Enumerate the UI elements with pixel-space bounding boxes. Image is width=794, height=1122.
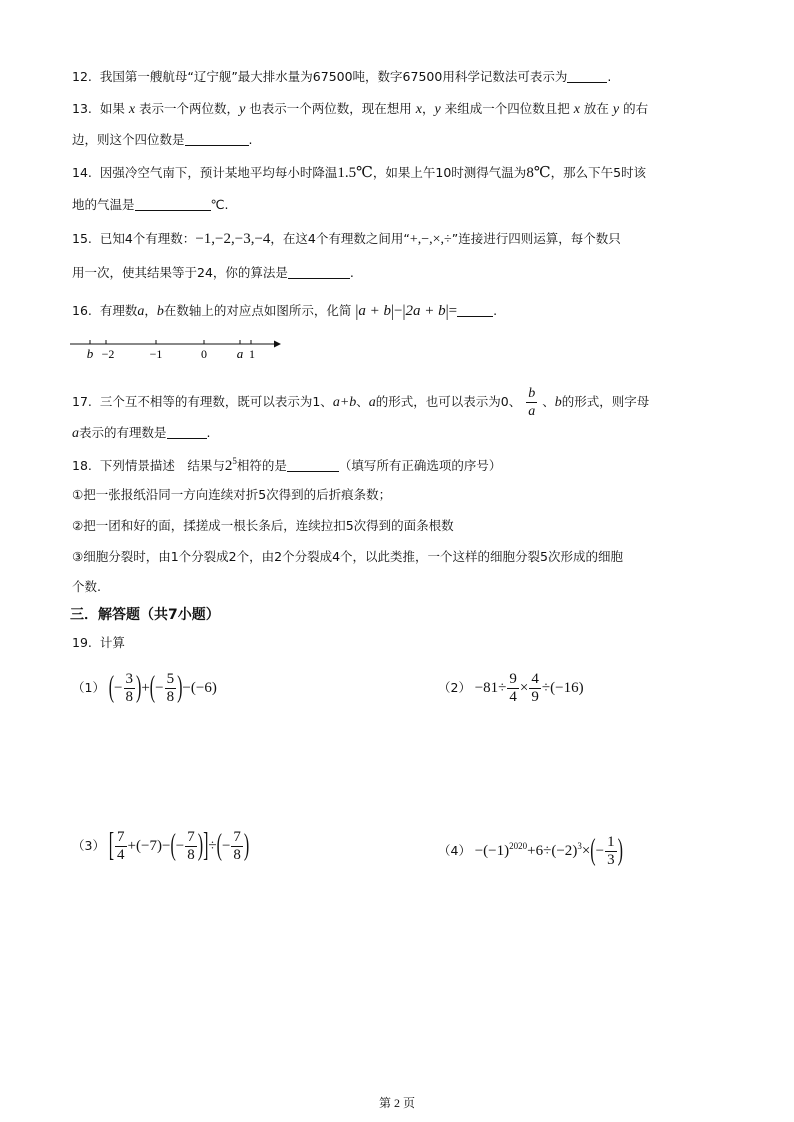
- problem-19-3: （3） [ $\frac{7}{4}$ +(−7)−(− $\frac{7}{8}$ )]÷(− $\frac{7}{8}$ ): [72, 827, 250, 864]
- exponent: 3: [577, 841, 582, 851]
- text: 、: [542, 394, 555, 409]
- sign: −: [474, 843, 484, 859]
- answer-blank[interactable]: [288, 264, 350, 279]
- question-number: 13.: [72, 101, 92, 116]
- answer-blank[interactable]: [135, 196, 211, 211]
- question-title: 计算: [99, 635, 125, 650]
- sign: −: [155, 680, 164, 696]
- var-x: x: [128, 102, 136, 117]
- text: ，: [144, 303, 157, 318]
- expr: −81÷: [474, 680, 507, 696]
- operator: −: [394, 303, 403, 319]
- base: −2: [556, 843, 573, 859]
- text: ，那么下午5时该: [550, 165, 647, 180]
- question-15: [72, 230, 621, 249]
- answer-blank[interactable]: [185, 131, 249, 146]
- question-12: [72, 68, 611, 86]
- text: 边，则这个四位数是: [72, 132, 185, 147]
- numerator: 9: [509, 671, 517, 688]
- text: 、: [356, 394, 369, 409]
- value: −16: [555, 680, 579, 696]
- operator: +: [141, 680, 150, 696]
- label-a: a: [236, 346, 244, 361]
- var-y: y: [434, 102, 441, 117]
- text: 有理数: [99, 303, 138, 318]
- axis-arrow: [274, 341, 281, 348]
- label-1: 1: [249, 347, 255, 361]
- question-text: 我国第一艘航母“辽宁舰”最大排水量为67500吨，数字67500用科学记数法可表示为: [99, 69, 568, 84]
- number-list: −1,−2,−3,−4: [195, 231, 271, 247]
- numerator: b: [528, 386, 536, 401]
- text: ，: [421, 101, 435, 116]
- denominator: 4: [509, 689, 517, 706]
- sign: −: [595, 843, 605, 859]
- question-17-line2: [72, 424, 211, 443]
- answer-blank[interactable]: [287, 457, 339, 472]
- temperature-value: 1.5℃: [337, 165, 373, 181]
- question-number: 17.: [72, 394, 92, 409]
- text: 的形式，则字母: [561, 394, 650, 409]
- question-number: 19.: [72, 635, 92, 650]
- text: ，如果上午10时测得气温为: [372, 165, 527, 180]
- numerator: 3: [125, 671, 133, 688]
- period: .: [349, 265, 354, 280]
- option-3-line2: 个数.: [72, 579, 101, 594]
- denominator: 8: [125, 689, 133, 706]
- exponent: 2020: [509, 841, 528, 851]
- operator: −: [182, 680, 191, 696]
- period: .: [248, 132, 253, 147]
- var-a: a: [137, 304, 145, 319]
- question-number: 12.: [72, 69, 92, 84]
- exponent: 5: [232, 456, 237, 466]
- var-b: b: [554, 395, 562, 410]
- expr: a + b: [358, 303, 392, 319]
- fraction-b-over-a: [526, 385, 537, 420]
- question-18: [72, 452, 501, 475]
- answer-blank[interactable]: [167, 424, 207, 439]
- sign: −: [221, 838, 231, 854]
- text: 表示的有理数是: [79, 425, 167, 440]
- option-3: ③细胞分裂时，由1个分裂成2个，由2个分裂成4个，以此类推，一个这样的细胞分裂5次形成的细胞: [72, 549, 623, 564]
- text: 三个互不相等的有理数，既可以表示为1、: [99, 394, 333, 409]
- sign: −: [114, 680, 123, 696]
- part-label: （1）: [72, 680, 105, 695]
- question-number: 15.: [72, 231, 92, 246]
- part-label: （2）: [438, 680, 471, 695]
- var-y: y: [239, 102, 246, 117]
- denominator: 3: [607, 852, 615, 869]
- label-neg2: −2: [101, 347, 115, 361]
- numerator: 4: [531, 671, 539, 688]
- text: 下列情景描述 结果与: [99, 458, 225, 473]
- denominator: 9: [531, 689, 539, 706]
- text: 因强冷空气南下，预计某地平均每小时降温: [99, 165, 338, 180]
- expr: 2a + b: [405, 303, 446, 319]
- page-number: 第 2 页: [378, 1096, 415, 1110]
- problem-19-4: $(4) -(-1)^{2020}+6\div(-2)^3\times(-$ $\frac{1}{3}$ ): [438, 834, 623, 869]
- option-1: ①把一张报纸沿同一方向连续对折5次得到的后折痕条数；: [72, 487, 392, 502]
- numerator: 5: [166, 671, 175, 688]
- text: 表示一个两位数，: [139, 101, 240, 116]
- power-expression: [225, 458, 237, 474]
- question-13: [72, 100, 648, 119]
- expr: +6÷: [527, 843, 552, 859]
- value: −6: [195, 680, 212, 696]
- operators: +,−,×,÷: [409, 232, 452, 247]
- period: .: [206, 425, 211, 440]
- problem-19-1: （1） (− $\frac{3}{8}$ )+(− $\frac{5}{8}$ )−(−6): [72, 671, 217, 706]
- denominator: 8: [166, 689, 175, 706]
- operator: =: [448, 303, 458, 319]
- label-0: 0: [201, 347, 207, 361]
- operator: ÷: [541, 680, 551, 696]
- question-number: 16.: [72, 303, 92, 318]
- answer-blank[interactable]: [457, 302, 493, 317]
- denominator: 4: [117, 847, 125, 864]
- problem-19-2: （2） −81÷ $\frac{9}{4}$ × $\frac{4}{9}$ ÷(−16): [438, 671, 584, 706]
- part-label: （4）: [438, 843, 471, 858]
- var-a: a: [72, 426, 79, 441]
- answer-blank[interactable]: [567, 68, 607, 83]
- denominator: 8: [233, 847, 241, 864]
- var-a: a: [368, 395, 376, 410]
- text: ，在这4个有理数之间用“: [270, 231, 410, 246]
- text: 用一次，使其结果等于24，你的算法是: [72, 265, 288, 280]
- operator: −: [161, 838, 171, 854]
- label-neg1: −1: [149, 347, 163, 361]
- text: 已知4个有理数：: [99, 231, 196, 246]
- option-2: ②把一团和好的面，揉搓成一根长条后，连续拉扣5次得到的面条根数: [72, 518, 454, 533]
- sign: −: [175, 838, 185, 854]
- question-14-line2: [72, 196, 229, 214]
- question-15-line2: [72, 264, 354, 282]
- question-13-line2: [72, 131, 253, 149]
- text: 相符的是: [236, 458, 287, 473]
- var-y: y: [612, 102, 620, 117]
- numerator: 1: [607, 834, 615, 851]
- numerator: 7: [233, 829, 241, 846]
- var-b: b: [156, 304, 164, 319]
- abs-expression: |a + b|−|2a + b|=: [355, 302, 458, 321]
- text: 也表示一个两位数，现在想用: [249, 101, 412, 116]
- value: −7: [141, 838, 157, 854]
- question-14: [72, 164, 646, 182]
- question-17: [72, 384, 649, 421]
- text: 的形式，也可以表示为0、: [375, 394, 522, 409]
- text: 放在: [583, 101, 609, 116]
- denominator: a: [528, 404, 536, 419]
- operator: ×: [581, 843, 591, 859]
- text: 来组成一个四位数且把: [444, 101, 570, 116]
- number-line: [70, 336, 282, 362]
- text: 在数轴上的对应点如图所示，化简: [163, 303, 352, 318]
- text: 的右: [623, 101, 649, 116]
- operator: ÷: [208, 838, 217, 854]
- question-19: [72, 634, 125, 652]
- base: 2: [224, 458, 233, 474]
- text: 地的气温是: [72, 197, 135, 212]
- question-number: 18.: [72, 458, 92, 473]
- text: 如果: [99, 101, 125, 116]
- var-x: x: [573, 102, 580, 117]
- var-x: x: [415, 102, 422, 117]
- unit: ℃.: [210, 197, 229, 212]
- operator: ×: [519, 680, 529, 696]
- part-label: （3）: [72, 838, 105, 853]
- denominator: 8: [187, 847, 195, 864]
- period: .: [493, 303, 498, 318]
- temperature-value: 8℃: [526, 165, 551, 181]
- question-16: [72, 302, 497, 321]
- numerator: 7: [117, 829, 125, 846]
- base: −1: [488, 843, 505, 859]
- period: .: [607, 69, 612, 84]
- text: （填写所有正确选项的序号）: [338, 458, 502, 473]
- question-number: 14.: [72, 165, 92, 180]
- text: ”连接进行四则运算，每个数只: [451, 231, 621, 246]
- section-heading: 三．解答题（共7小题）: [70, 607, 220, 623]
- operator: +: [127, 838, 136, 854]
- numerator: 7: [187, 829, 195, 846]
- label-b: b: [86, 346, 94, 361]
- expr-a-plus-b: a+b: [332, 395, 357, 410]
